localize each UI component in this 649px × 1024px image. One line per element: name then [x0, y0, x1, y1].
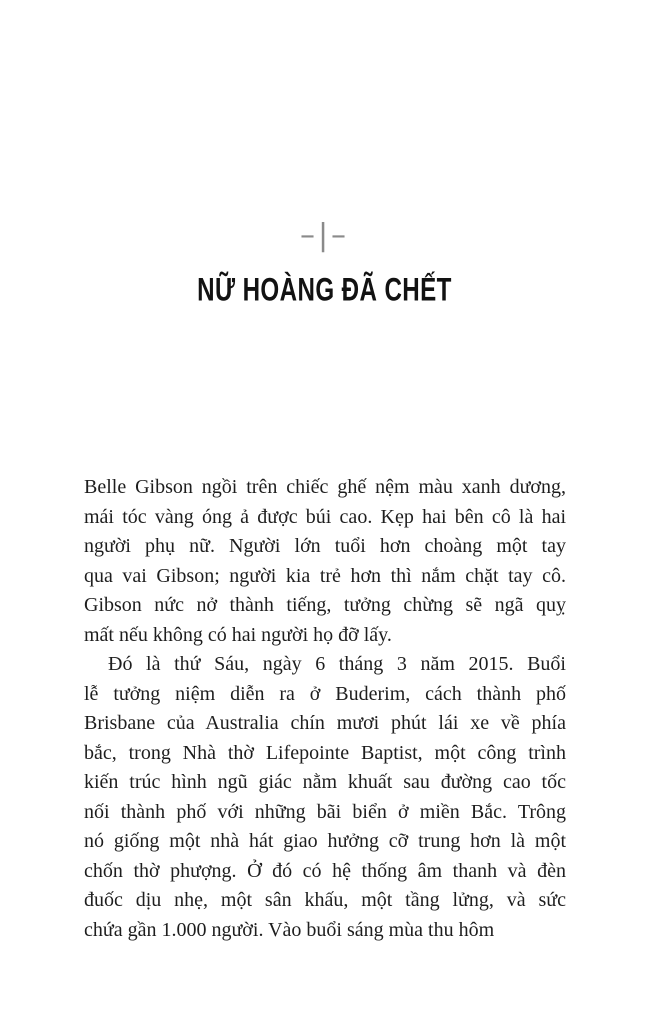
text-line: đuốc dịu nhẹ, một sân khấu, một tầng lửng, và sức: [84, 889, 566, 911]
text-line: chứa gần 1.000 người. Vào buổi sáng mùa thu hôm: [84, 918, 495, 941]
text-line: chốn thờ phượng. Ở đó có hệ thống âm thanh và đèn: [84, 859, 566, 882]
chapter-title: NỮ HOÀNG ĐÃ CHẾT: [197, 271, 452, 308]
text-line: lễ tưởng niệm diễn ra ở Buderim, cách thành phố: [84, 682, 566, 705]
text-line: bắc, trong Nhà thờ Lifepointe Baptist, một công trình: [84, 741, 566, 764]
text-line: người phụ nữ. Người lớn tuổi hơn choàng một tay: [84, 535, 566, 557]
text-line: Belle Gibson ngồi trên chiếc ghế nệm màu xanh dương,: [84, 476, 566, 498]
text-line: qua vai Gibson; người kia trẻ hơn thì nắm chặt tay cô.: [84, 564, 566, 587]
text-line: Đó là thứ Sáu, ngày 6 tháng 3 năm 2015. Buổi: [108, 653, 566, 675]
chapter-ornament: –|–: [299, 218, 350, 253]
body-text: [84, 473, 566, 945]
text-line: mất nếu không có hai người họ đỡ lấy.: [84, 623, 392, 646]
text-line: Gibson nức nở thành tiếng, tưởng chừng sẽ ngã quỵ: [84, 594, 566, 616]
text-line: kiến trúc hình ngũ giác nằm khuất sau đường cao tốc: [84, 771, 566, 793]
text-line: Brisbane của Australia chín mươi phút lái xe về phía: [84, 712, 566, 734]
text-line: nó giống một nhà hát giao hưởng cỡ trung hơn là một: [84, 830, 566, 852]
text-line: mái tóc vàng óng ả được búi cao. Kẹp hai bên cô là hai: [84, 505, 566, 528]
text-line: nối thành phố với những bãi biển ở miền Bắc. Trông: [84, 800, 566, 823]
